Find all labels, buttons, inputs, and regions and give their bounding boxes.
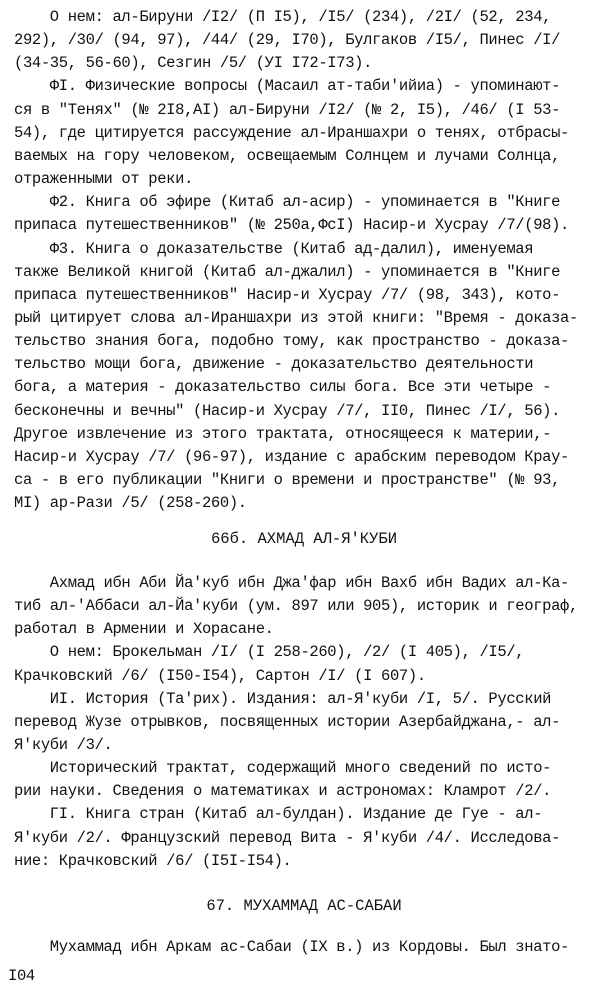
- text-line: Я'куби /2/. Французский перевод Вита - Я'куби /4/. Исследова-: [14, 829, 561, 847]
- text-line: Я'куби /3/.: [14, 736, 113, 754]
- text-line: Ахмад ибн Аби Йа'куб ибн Джа'фар ибн Вахб ибн Вадих ал-Ка-: [14, 574, 569, 592]
- section-heading-67: 67. МУХАММАД АС-САБАИ: [206, 897, 402, 915]
- page-number: I04: [8, 967, 35, 985]
- text-line: са - в его публикации "Книги о времени и пространстве" (№ 93,: [14, 471, 561, 489]
- text-line: О нем: Брокельман /I/ (I 258-260), /2/ (I 405), /I5/,: [14, 643, 525, 661]
- text-line: Ф2. Книга об эфире (Китаб ал-асир) - упоминается в "Книге: [14, 193, 561, 211]
- text-line: 292), /30/ (94, 97), /44/ (29, I70), Булгаков /I5/, Пинес /I/: [14, 31, 561, 49]
- text-line: тельство знания бога, подобно тому, как пространство - доказа-: [14, 332, 569, 350]
- text-line: ся в "Тенях" (№ 2I8,AI) ал-Бируни /I2/ (№ 2, I5), /46/ (I 53-: [14, 101, 561, 119]
- text-line: ИI. История (Та'рих). Издания: ал-Я'куби /I, 5/. Русский: [14, 690, 552, 708]
- text-line: О нем: ал-Бируни /I2/ (П I5), /I5/ (234), /2I/ (52, 234,: [14, 8, 552, 26]
- text-line: ваемых на гору человеком, освещаемым Солнцем и лучами Солнца,: [14, 147, 561, 165]
- text-line: Насир-и Хусрау /7/ (96-97), издание с арабским переводом Крау-: [14, 448, 569, 466]
- text-line: припаса путешественников" Насир-и Хусрау /7/ (98, 343), кото-: [14, 286, 561, 304]
- text-line: МI) ар-Рази /5/ (258-260).: [14, 494, 247, 512]
- text-line: (34-35, 56-60), Сезгин /5/ (УI I72-I73).: [14, 54, 373, 72]
- text-line: ние: Крачковский /6/ (I5I-I54).: [14, 852, 292, 870]
- text-line: перевод Жузе отрывков, посвященных истории Азербайджана,- ал-: [14, 713, 561, 731]
- text-line: рый цитирует слова ал-Ираншахри из этой книги: "Время - доказа-: [14, 309, 578, 327]
- text-line: Ф3. Книга о доказательстве (Китаб ад-далил), именуемая: [14, 240, 534, 258]
- text-line: тиб ал-'Аббаси ал-Йа'куби (ум. 897 или 905), историк и географ,: [14, 597, 578, 615]
- text-line: отраженными от реки.: [14, 170, 194, 188]
- text-line: рии науки. Сведения о математиках и астрономах: Кламрот /2/.: [14, 782, 552, 800]
- text-line: 54), где цитируется рассуждение ал-Ираншахри о тенях, отбрасы-: [14, 124, 569, 142]
- section-heading-66b: 66б. АХМАД АЛ-Я'КУБИ: [210, 530, 398, 548]
- text-line: ФI. Физические вопросы (Масаил ат-таби'ийиа) - упоминают-: [14, 77, 561, 95]
- text-line: бесконечны и вечны" (Насир-и Хусрау /7/, II0, Пинес /I/, 56).: [14, 402, 561, 420]
- text-line: тельство мощи бога, движение - доказательство деятельности: [14, 355, 534, 373]
- text-line: припаса путешественников" (№ 250а,ФсI) Насир-и Хусрау /7/(98).: [14, 216, 569, 234]
- text-line: работал в Армении и Хорасане.: [14, 620, 274, 638]
- text-line: Крачковский /6/ (I50-I54), Сартон /I/ (I 607).: [14, 667, 426, 685]
- text-line: Исторический трактат, содержащий много сведений по исто-: [14, 759, 552, 777]
- text-line: бога, а материя - доказательство силы бога. Все эти четыре -: [14, 378, 552, 396]
- text-line: Другое извлечение из этого трактата, относящееся к материи,-: [14, 425, 552, 443]
- text-line: Мухаммад ибн Аркам ас-Сабаи (IX в.) из Кордовы. Был знато-: [14, 938, 569, 956]
- text-line: ГI. Книга стран (Китаб ал-булдан). Издание де Гуе - ал-: [14, 805, 543, 823]
- text-line: также Великой книгой (Китаб ал-джалил) - упоминается в "Книге: [14, 263, 561, 281]
